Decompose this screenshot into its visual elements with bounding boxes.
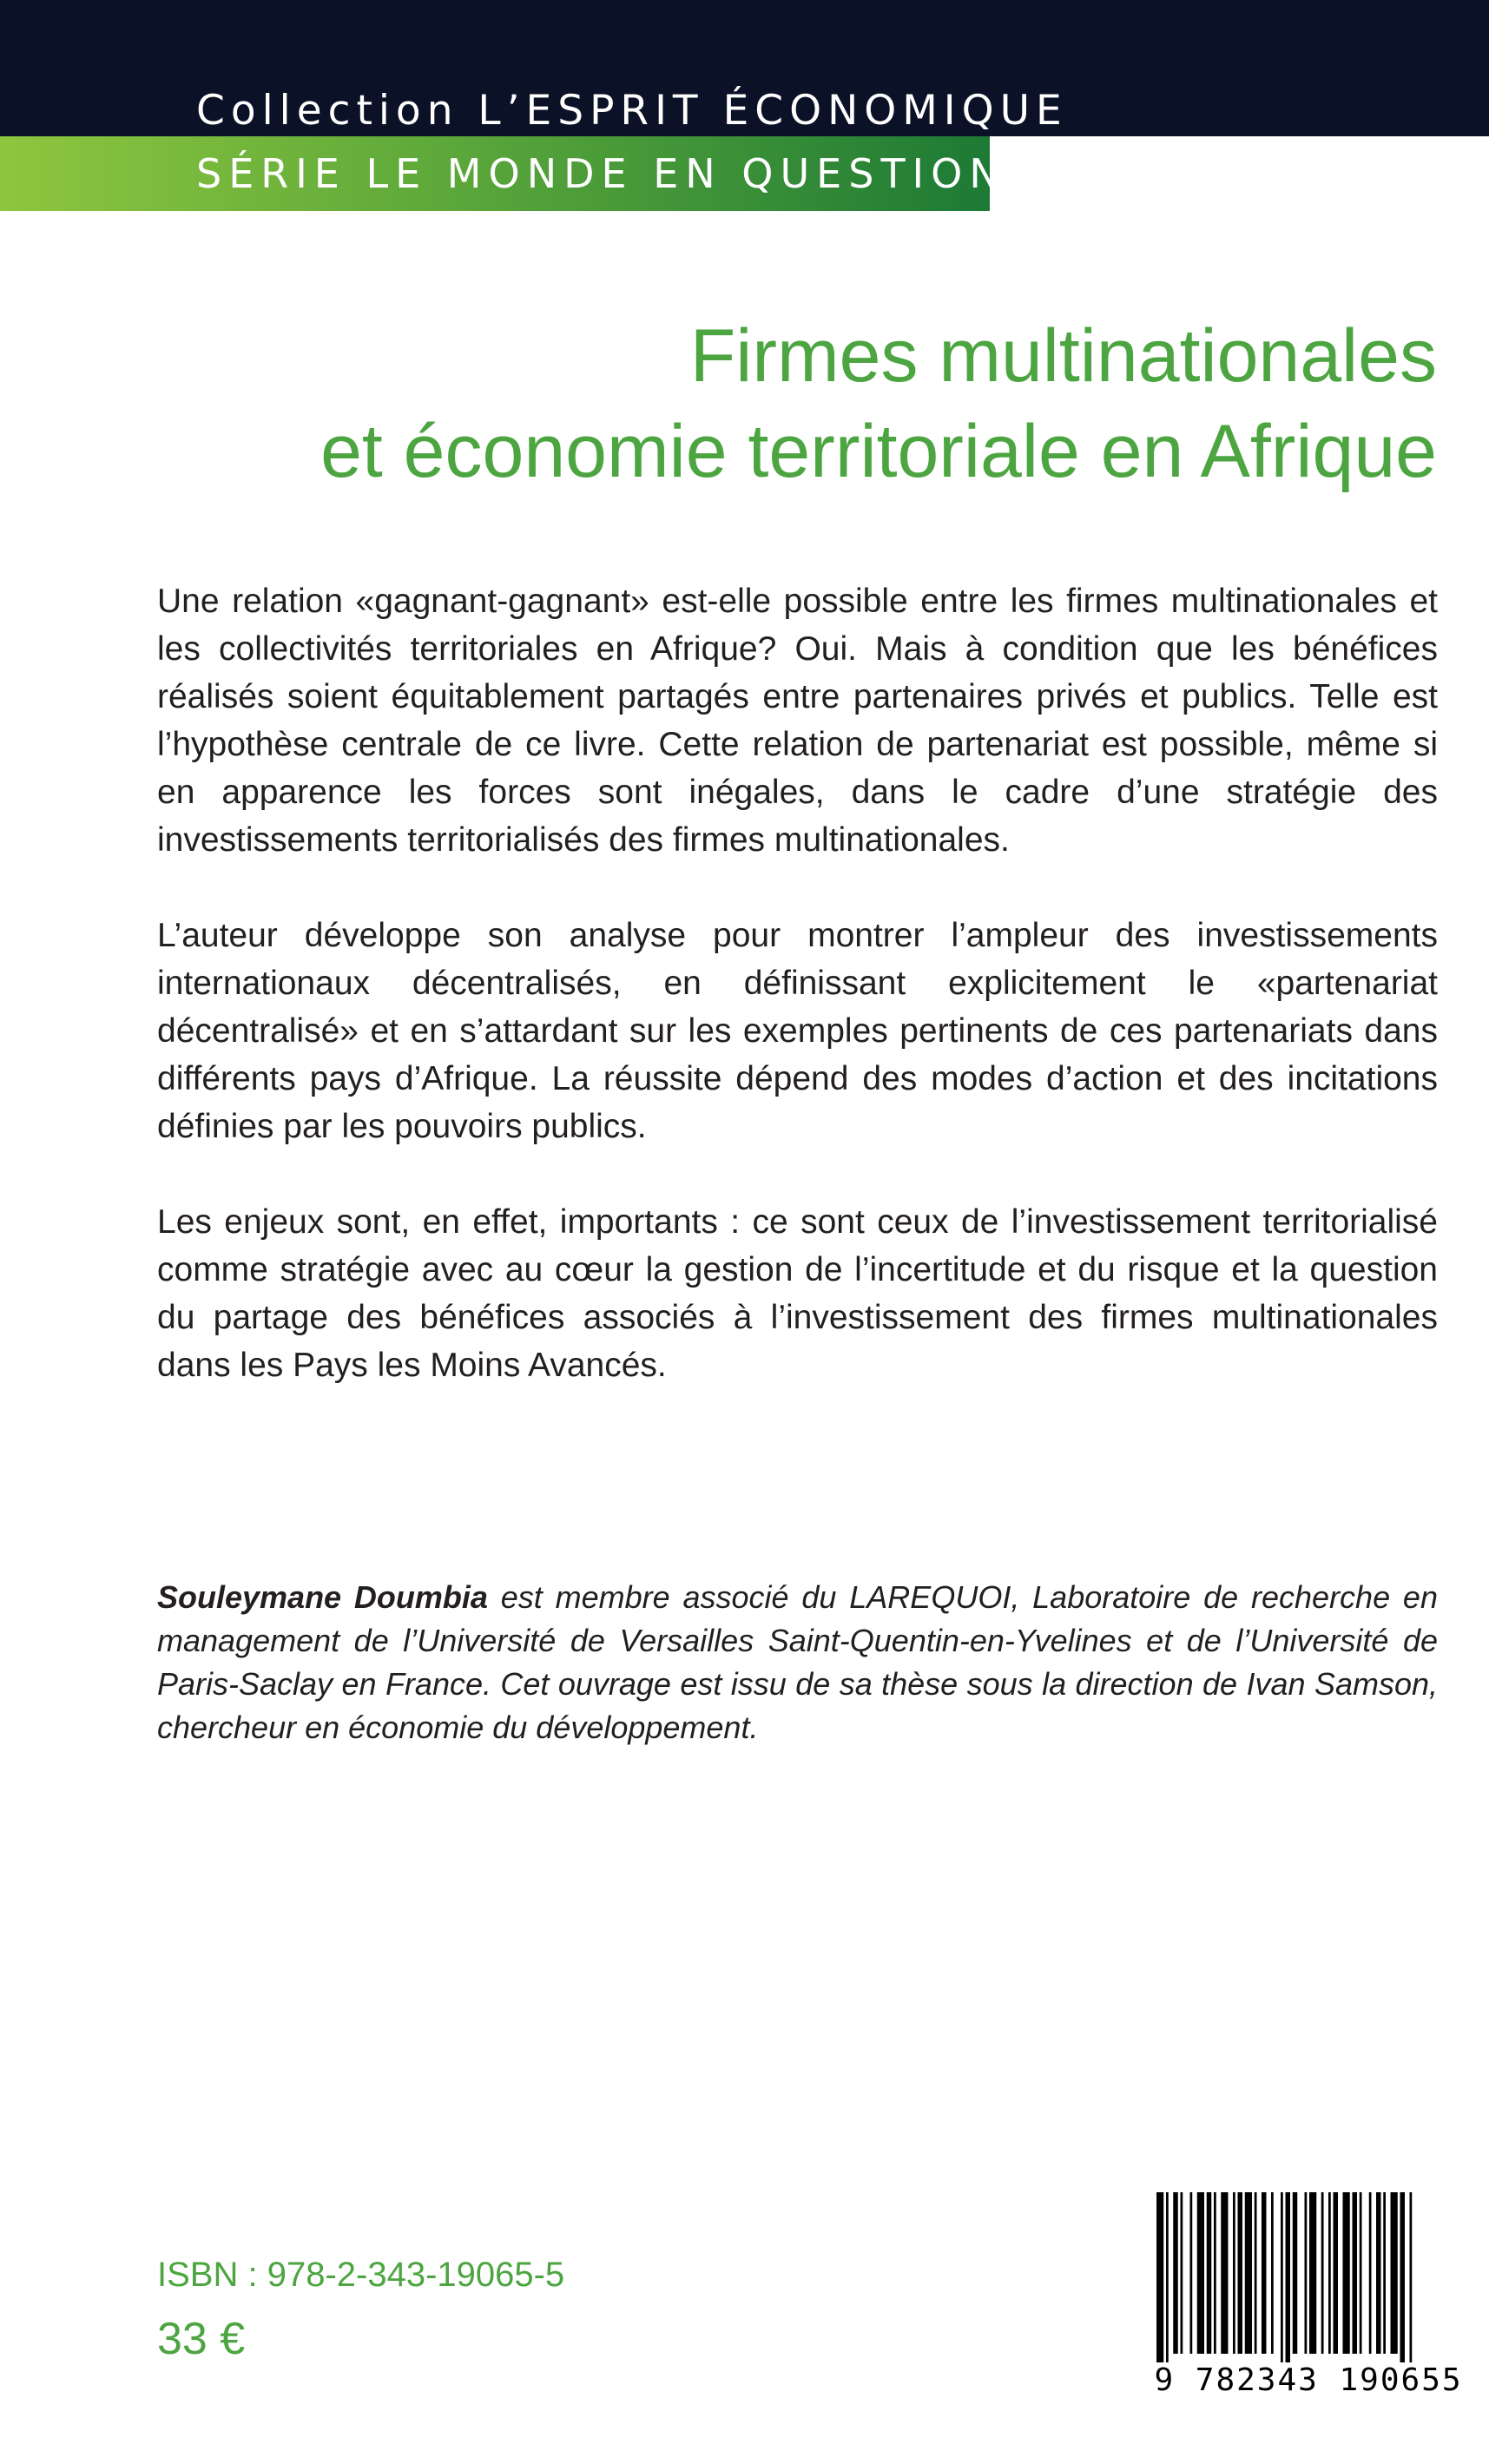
barcode-bar — [1410, 2192, 1413, 2362]
barcode-bar — [1343, 2192, 1350, 2354]
isbn: ISBN : 978-2-343-19065-5 — [157, 2256, 565, 2294]
author-name: Souleymane Doumbia — [157, 1579, 488, 1615]
barcode-bar — [1353, 2192, 1358, 2354]
barcode-bar — [1255, 2192, 1257, 2354]
blurb-paragraph-2: L’auteur développe son analyse pour montrer l’ampleur des investissements internationaux décentralisés, en définissant explicitement le «partenariat décentralisé» et en s’attardant sur les exemples pertinents de ces partenariats dans différents pays d’Afrique. La réussite dépend des modes d’action et des incitations définies par les pouvoirs publics. — [157, 917, 1438, 1145]
barcode-bar — [1391, 2192, 1398, 2354]
barcode-bar — [1321, 2192, 1324, 2354]
barcode-bar — [1376, 2192, 1381, 2354]
blurb-paragraph-3: Les enjeux sont, en effet, importants : ce sont ceux de l’investissement territorialisé comme stratégie avec au cœur la gestion de l’incertitude et du risque et la question du partage des bénéfices associés à l’investissement des firmes multinationales dans les Pays les Moins Avancés. — [157, 1203, 1438, 1384]
author-bio-text: est membre associé du LAREQUOI, Laboratoire de recherche en management de l’Université de Versailles Saint-Quentin-en-Yvelines et de l’Université de Paris-Saclay en France. Cet ouvrage est issu de sa thèse sous la direction de Ivan Samson, chercheur en économie du développement. — [157, 1579, 1438, 1745]
barcode-bar — [1334, 2192, 1339, 2354]
book-title — [135, 308, 1437, 499]
barcode-bar — [1156, 2192, 1163, 2362]
barcode-bar — [1166, 2192, 1169, 2362]
barcode-bar — [1305, 2192, 1308, 2354]
barcode-bar — [1293, 2192, 1298, 2354]
barcode-bar — [1207, 2192, 1212, 2354]
blurb-paragraph-1: Une relation «gagnant-gagnant» est-elle possible entre les firmes multinationales et les collectivités territoriales en Afrique? Oui. Mais à condition que les bénéfices réalisés soient équitablement partagés entre partenaires privés et publics. Telle est l’hypothèse centrale de ce livre. Cette relation de partenariat est possible, même si en apparence les forces sont inégales, dans le cadre d’une stratégie des investissements territorialisés des firmes multinationales. — [157, 583, 1438, 859]
price: 33 € — [157, 2314, 246, 2364]
barcode-bar — [1369, 2192, 1372, 2354]
barcode-icon — [1144, 2192, 1473, 2362]
barcode-bar — [1400, 2192, 1406, 2362]
barcode-bar — [1262, 2192, 1267, 2354]
barcode-bar — [1197, 2192, 1204, 2354]
barcode-bar — [1238, 2192, 1243, 2354]
barcode — [1144, 2192, 1473, 2409]
barcode-bar — [1245, 2192, 1252, 2354]
barcode-bar — [1233, 2192, 1235, 2354]
barcode-bar — [1328, 2192, 1331, 2354]
barcode-bar — [1360, 2192, 1362, 2354]
collection-name: Collection L’ESPRIT ÉCONOMIQUE — [196, 87, 1068, 135]
barcode-bar — [1221, 2192, 1228, 2354]
barcode-bar — [1271, 2192, 1274, 2354]
barcode-bar — [1181, 2192, 1183, 2354]
barcode-bar — [1309, 2192, 1316, 2354]
series-name: SÉRIE LE MONDE EN QUESTION — [196, 150, 1006, 197]
barcode-bar — [1286, 2192, 1291, 2362]
author-bio — [157, 1576, 1438, 1749]
book-title-line-2: et économie territoriale en Afrique — [320, 410, 1437, 493]
barcode-bar — [1190, 2192, 1193, 2354]
barcode-digits: 9 782343 190655 — [1154, 2362, 1463, 2398]
barcode-bar — [1173, 2192, 1178, 2354]
barcode-bar — [1281, 2192, 1283, 2362]
barcode-bar — [1214, 2192, 1216, 2354]
book-title-line-1: Firmes multinationales — [689, 314, 1437, 398]
barcode-bar — [1383, 2192, 1386, 2354]
